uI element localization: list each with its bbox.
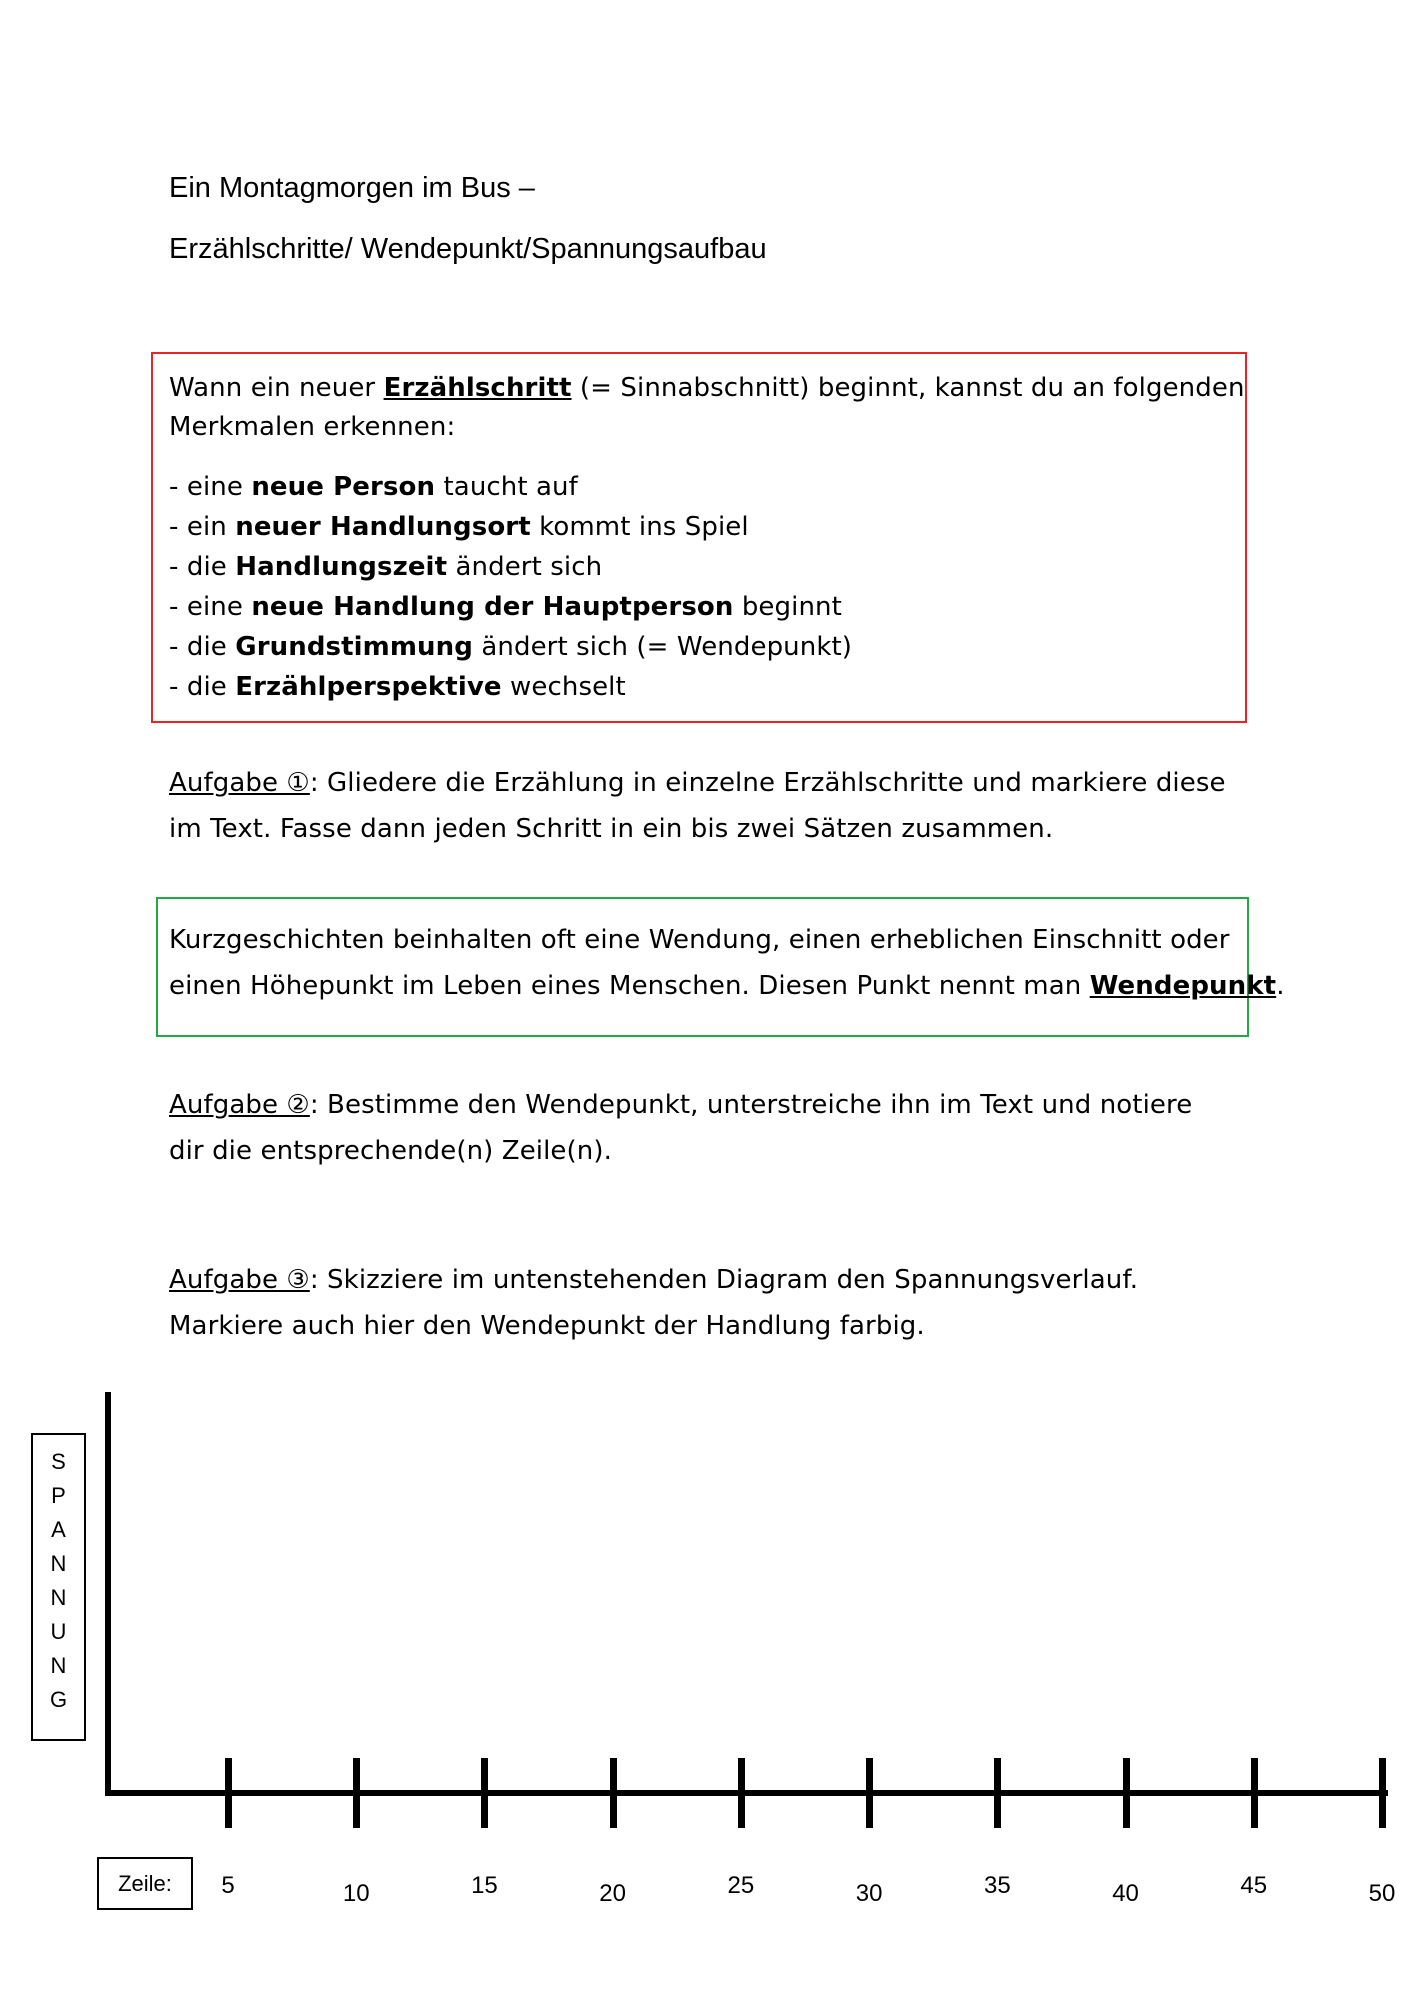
intro-text-pre: Wann ein neuer	[169, 373, 384, 403]
definition-box-wendepunkt	[156, 897, 1249, 1037]
x-tick-label: 50	[1368, 1880, 1396, 1907]
task-3-line-1: Aufgabe ③: Skizziere im untenstehenden Diagram den Spannungsverlauf.	[169, 1265, 1139, 1295]
x-tick	[481, 1758, 488, 1828]
x-tick	[1251, 1758, 1258, 1828]
x-tick-label: 5	[221, 1872, 235, 1899]
x-tick	[866, 1758, 873, 1828]
y-axis-label-letter: N	[50, 1585, 67, 1610]
intro-text-post: (= Sinnabschnitt) beginnt, kannst du an folgenden	[571, 373, 1245, 403]
task-3-label: Aufgabe ③	[169, 1265, 310, 1295]
task-2-label: Aufgabe ②	[169, 1090, 310, 1120]
x-tick	[1379, 1758, 1386, 1828]
task-3-line-2: Markiere auch hier den Wendepunkt der Handlung farbig.	[169, 1311, 925, 1341]
feature-item: - eine neue Handlung der Hauptperson beginnt	[169, 592, 842, 622]
feature-item: - eine neue Person taucht auf	[169, 472, 578, 502]
x-tick	[225, 1758, 232, 1828]
x-axis-label-box	[97, 1857, 193, 1910]
x-tick-label: 20	[599, 1880, 627, 1907]
y-axis-label-letter: U	[50, 1619, 67, 1644]
x-tick	[353, 1758, 360, 1828]
y-axis-label-letter: S	[51, 1449, 66, 1474]
x-tick-label: 40	[1112, 1880, 1139, 1907]
x-tick	[610, 1758, 617, 1828]
intro-keyword: Erzählschritt	[383, 373, 572, 403]
task-1-line-2: im Text. Fasse dann jeden Schritt in ein bis zwei Sätzen zusammen.	[169, 814, 1054, 844]
feature-item: - die Erzählperspektive wechselt	[169, 672, 626, 702]
x-tick-label: 35	[983, 1872, 1011, 1899]
x-tick-label: 25	[727, 1872, 755, 1899]
x-axis	[105, 1790, 1388, 1796]
feature-item: - die Handlungszeit ändert sich	[169, 552, 603, 582]
title-line-1: Ein Montagmorgen im Bus –	[169, 172, 535, 204]
y-axis-label-letter: N	[50, 1551, 67, 1576]
y-axis-label-letter: A	[51, 1517, 66, 1542]
task-2-line-2: dir die entsprechende(n) Zeile(n).	[169, 1136, 612, 1166]
title-line-2: Erzählschritte/ Wendepunkt/Spannungsaufbau	[169, 233, 767, 265]
task-2-line-1: Aufgabe ②: Bestimme den Wendepunkt, unterstreiche ihn im Text und notiere	[169, 1090, 1193, 1120]
red-box-intro-line-1	[169, 373, 1245, 403]
y-axis-label-letter: N	[50, 1653, 67, 1678]
x-tick	[1123, 1758, 1130, 1828]
task-1-line-1: Aufgabe ①: Gliedere die Erzählung in einzelne Erzählschritte und markiere diese	[169, 768, 1226, 798]
task-1-label: Aufgabe ①	[169, 768, 310, 798]
wendepunkt-keyword: Wendepunkt	[1089, 971, 1277, 1001]
green-box-line-1: Kurzgeschichten beinhalten oft eine Wendung, einen erheblichen Einschnitt oder	[169, 925, 1230, 955]
x-tick	[738, 1758, 745, 1828]
feature-item: - die Grundstimmung ändert sich (= Wendepunkt)	[169, 632, 853, 662]
x-tick-label: 45	[1240, 1872, 1268, 1899]
y-axis-label-letter: G	[49, 1687, 68, 1712]
y-axis-label-letter: P	[51, 1483, 66, 1508]
y-axis-label-box	[31, 1433, 86, 1741]
x-tick	[994, 1758, 1001, 1828]
feature-item: - ein neuer Handlungsort kommt ins Spiel	[169, 512, 749, 542]
y-axis	[105, 1392, 111, 1796]
x-tick-label: 10	[342, 1880, 370, 1907]
red-box-intro-line-2: Merkmalen erkennen:	[169, 412, 456, 442]
x-axis-label: Zeile:	[118, 1871, 172, 1896]
y-axis-label	[33, 1445, 84, 1717]
x-tick-label: 30	[855, 1880, 883, 1907]
x-tick-label: 15	[471, 1872, 498, 1899]
green-box-line-2: einen Höhepunkt im Leben eines Menschen. Diesen Punkt nennt man Wendepunkt.	[169, 971, 1285, 1001]
